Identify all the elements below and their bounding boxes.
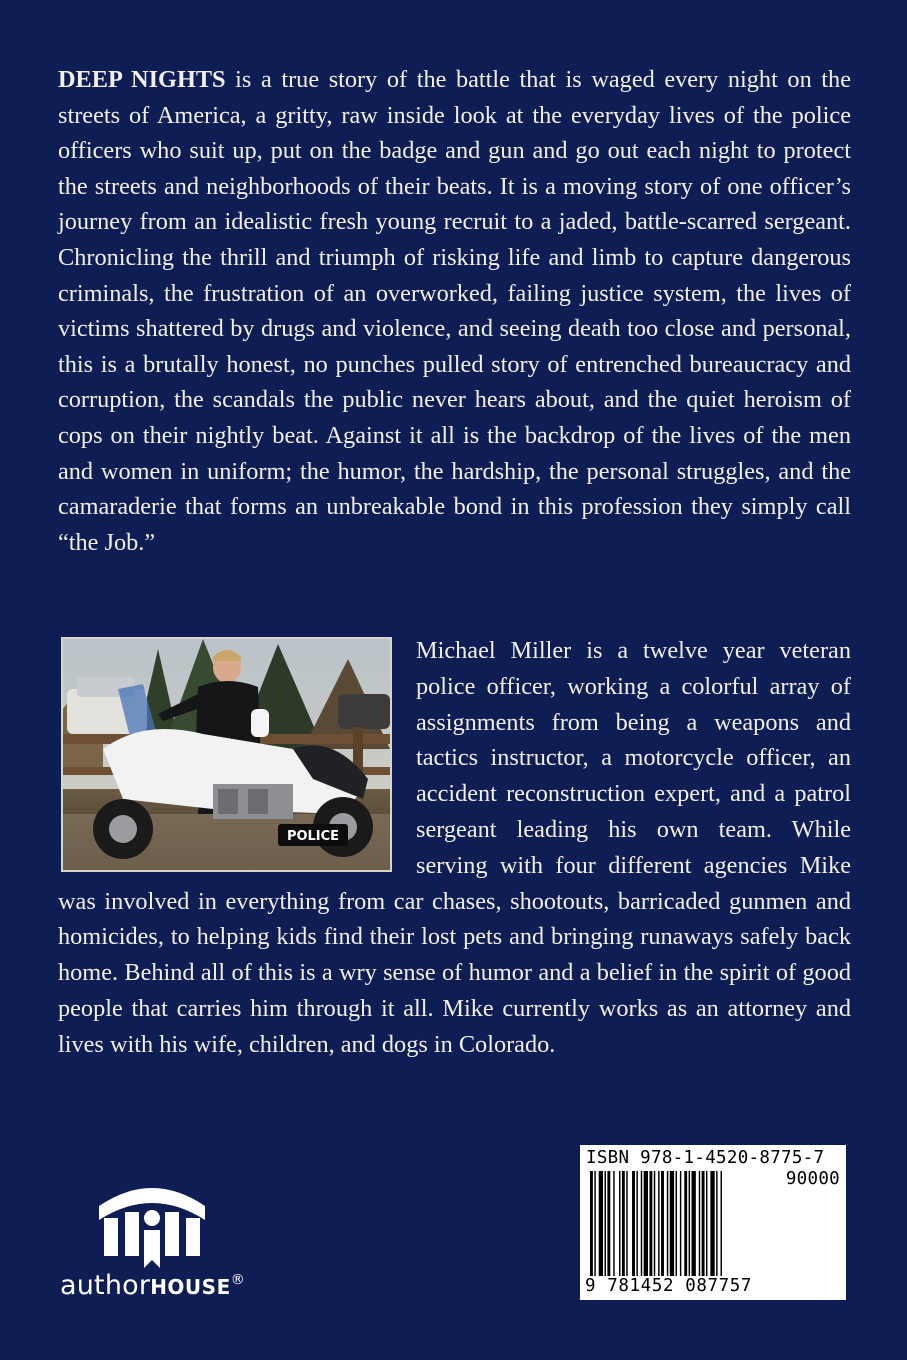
barcode-bar (702, 1171, 705, 1276)
barcode-bar (710, 1171, 714, 1276)
barcode-bar (622, 1171, 625, 1276)
barcode-bar (692, 1171, 696, 1276)
authorhouse-logo-icon (96, 1178, 208, 1268)
isbn-number: ISBN 978-1-4520-8775-7 (586, 1148, 825, 1168)
barcode-bar (590, 1171, 593, 1276)
barcode-bars (590, 1171, 765, 1276)
blurb-text: is a true story of the battle that is waged every night on the streets of America, a gritty, raw inside look at the everyday lives of the police officers who suit up, put on the badge and gun and go out each night to protect the streets and neighborhoods of their beats. It is a moving story of one officer’s journey from an idealistic fresh young recruit to a jaded, battle-scarred sergeant. Chronicling the thrill and triumph of risking life and limb to capture dangerous criminals, the frustration of an overworked, failing justice system, the lives of victims shattered by drugs and violence, and seeing death too close and personal, this is a brutally honest, no punches pulled story of entrenched bureaucracy and corruption, the scandals the public never hears about, and the quiet heroism of cops on their nightly beat. Against it all is the backdrop of the lives of the men and women in uniform; the humor, the hardship, the personal struggles, and the camaraderie that forms an unbreakable bond in this profession they simply call “the Job.” (58, 66, 851, 556)
publisher-mark (58, 1170, 258, 1310)
price-code: 90000 (785, 1169, 840, 1189)
barcode-bar (689, 1171, 690, 1276)
barcode-bar (676, 1171, 677, 1276)
book-title: DEEP NIGHTS (58, 66, 226, 93)
barcode-bar (644, 1171, 648, 1276)
barcode-bar (607, 1171, 610, 1276)
barcode-bar (680, 1171, 681, 1276)
barcode-bar (658, 1171, 659, 1276)
author-bio-section (58, 633, 851, 1063)
barcode-bar (594, 1171, 595, 1276)
barcode-bar (641, 1171, 642, 1276)
barcode-bar (654, 1171, 655, 1276)
ean-digits: 9 781452 087757 (585, 1276, 753, 1296)
barcode-bar (721, 1171, 722, 1276)
publisher-name: authorHOUSE® (60, 1270, 245, 1301)
barcode-bar (605, 1171, 606, 1276)
author-photo (61, 637, 392, 872)
barcode-bar (613, 1171, 614, 1276)
barcode-bar (636, 1171, 637, 1276)
barcode-bar (626, 1171, 627, 1276)
barcode-bar (670, 1171, 674, 1276)
barcode-bar (699, 1171, 700, 1276)
barcode-bar (667, 1171, 668, 1276)
isbn-barcode (580, 1145, 846, 1300)
barcode-bar (684, 1171, 687, 1276)
author-bio-text: Michael Miller is a twelve year veteran police officer, working a colorful array of assignments from being a weapons and tactics instructor, a motorcycle officer, an accident reconstruction expert, and a patrol sergeant leading his own team. While serving with four different agencies Mike was involved in everything from car chases, shootouts, barricaded gunmen and homicides, to helping kids find their lost pets and bringing runaways safely back home. Behind all of this is a wry sense of humor and a belief in the spirit of good people that carries him through it all. Mike currently works as an attorney and lives with his wife, children, and dogs in Colorado. (58, 637, 851, 1058)
barcode-bar (649, 1171, 652, 1276)
barcode-bar (599, 1171, 603, 1276)
barcode-bar (661, 1171, 664, 1276)
barcode-bar (632, 1171, 635, 1276)
barcode-bar (706, 1171, 707, 1276)
motorcycle-police-label: POLICE (286, 829, 340, 844)
barcode-bar (716, 1171, 717, 1276)
barcode-bar (619, 1171, 620, 1276)
book-blurb (58, 62, 851, 560)
